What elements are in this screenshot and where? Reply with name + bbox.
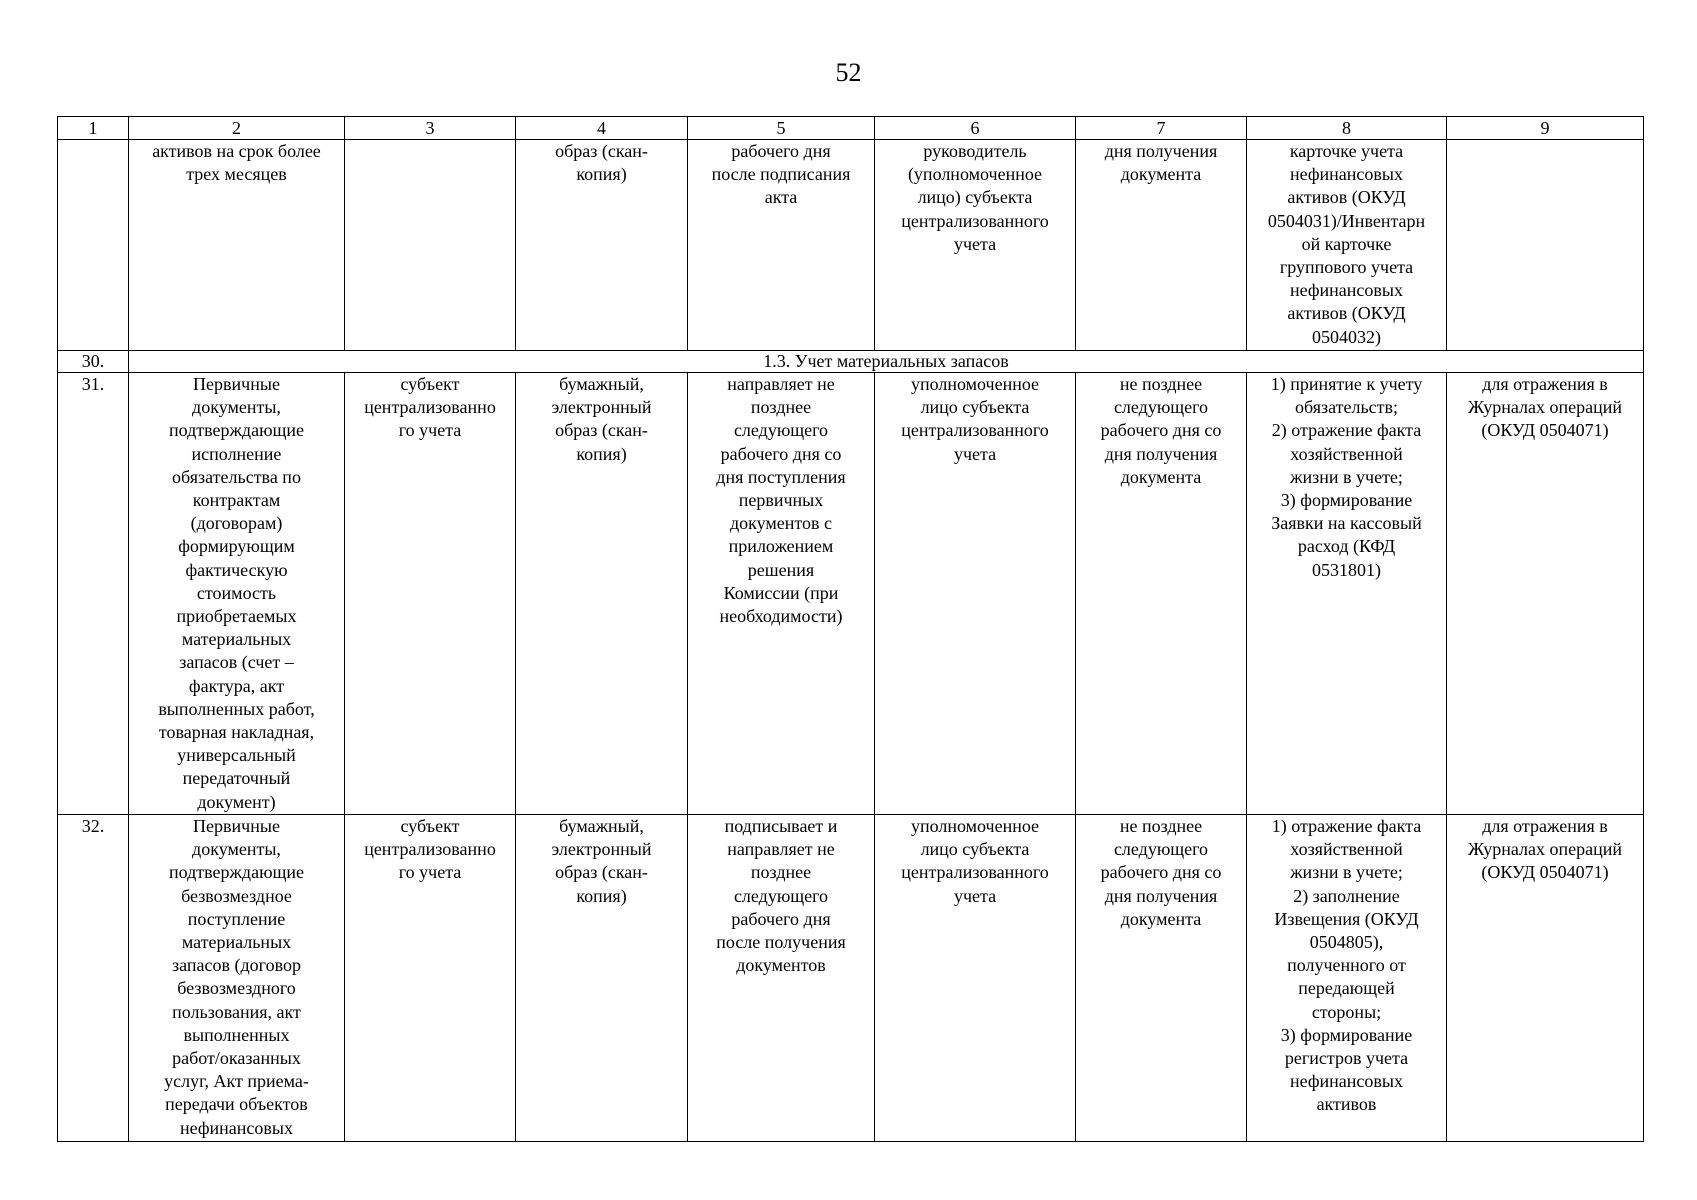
cell-text-line: ой карточке xyxy=(1301,233,1392,254)
cell-text-line: копия) xyxy=(576,164,627,185)
cell-text-line: 31. xyxy=(81,374,105,394)
table-cell xyxy=(129,140,345,351)
cell-text-line: документы, xyxy=(192,839,281,860)
cell-text-line: Журналах операций xyxy=(1467,839,1622,860)
cell-text-line: контрактам xyxy=(192,490,281,511)
cell-text-line: Первичные xyxy=(193,816,280,836)
cell-text-line: документы, xyxy=(192,397,281,418)
cell-text-line: стороны; xyxy=(1311,1001,1382,1022)
cell-text-line: хозяйственной xyxy=(1290,839,1403,860)
cell-text-line: руководитель xyxy=(923,141,1027,161)
table-cell xyxy=(1447,815,1644,1142)
cell-text-line: 2) заполнение xyxy=(1293,885,1400,906)
cell-text-line: (ОКУД 0504071) xyxy=(1481,862,1609,883)
cell-text-line: услуг, Акт приема- xyxy=(164,1071,309,1092)
cell-text-line: централизованно xyxy=(364,839,496,860)
cell-text-line: подписывает и xyxy=(724,816,838,836)
cell-text-line: исполнение xyxy=(191,443,282,464)
table-cell xyxy=(345,815,516,1142)
cell-text-line: безвозмездное xyxy=(181,885,292,906)
row-number: 30. xyxy=(58,351,129,373)
cell-text-line: подтверждающие xyxy=(168,862,305,883)
cell-text-line: трех месяцев xyxy=(186,164,287,185)
cell-text-line: го учета xyxy=(398,862,462,883)
table-cell xyxy=(345,140,516,351)
table-body xyxy=(58,117,1644,1142)
cell-text-line: после подписания xyxy=(711,164,851,185)
row-number-cell xyxy=(58,815,129,1142)
cell-text-line: копия) xyxy=(576,885,627,906)
cell-text-line: подтверждающие xyxy=(168,420,305,441)
cell-text-line: Комиссии (при xyxy=(723,582,839,603)
cell-text-line: фактическую xyxy=(185,559,288,580)
column-number: 1 xyxy=(58,117,129,140)
cell-text-line: образ (скан- xyxy=(555,141,648,161)
cell-text-line: документа xyxy=(1120,908,1202,929)
cell-text-line: после получения xyxy=(716,932,846,953)
cell-text-line: фактура, акт xyxy=(188,675,285,696)
cell-text-line: Заявки на кассовый xyxy=(1271,513,1422,534)
cell-text-line: уполномоченное xyxy=(910,816,1040,836)
table-cell xyxy=(875,815,1076,1142)
table-cell xyxy=(345,373,516,815)
cell-text-line: нефинансовых xyxy=(1290,1071,1403,1092)
table-cell xyxy=(688,815,875,1142)
cell-text-line: лицо субъекта xyxy=(920,839,1030,860)
row-number-cell xyxy=(58,373,129,815)
cell-text-line: копия) xyxy=(576,443,627,464)
table-cell xyxy=(129,373,345,815)
table-cell xyxy=(1447,140,1644,351)
cell-text-line: 1) принятие к учету xyxy=(1270,374,1423,394)
table-cell xyxy=(688,140,875,351)
table-cell xyxy=(1447,373,1644,815)
cell-text-line: нефинансовых xyxy=(1290,280,1403,301)
cell-text-line: активов xyxy=(1316,1094,1377,1115)
table-cell xyxy=(1076,140,1247,351)
cell-text-line: первичных xyxy=(738,490,824,511)
cell-text-line: централизованного xyxy=(901,862,1049,883)
section-title: 1.3. Учет материальных запасов xyxy=(129,351,1644,373)
cell-text-line: учета xyxy=(953,443,997,464)
cell-text-line: следующего xyxy=(733,420,829,441)
row-number-cell xyxy=(58,140,129,351)
cell-text-line: передающей xyxy=(1298,978,1395,999)
table-row xyxy=(58,815,1644,1142)
column-number: 6 xyxy=(875,117,1076,140)
cell-text-line: передаточный xyxy=(182,768,291,789)
cell-text-line: 32. xyxy=(81,816,105,836)
cell-text-line: рабочего дня xyxy=(731,141,831,161)
table-cell xyxy=(1247,373,1447,815)
cell-text-line: товарная накладная, xyxy=(158,722,315,743)
cell-text-line: уполномоченное xyxy=(910,374,1040,394)
cell-text-line: активов (ОКУД xyxy=(1287,187,1406,208)
cell-text-line: хозяйственной xyxy=(1290,443,1403,464)
cell-text-line: полученного от xyxy=(1287,955,1406,976)
column-number: 5 xyxy=(688,117,875,140)
cell-text-line: следующего xyxy=(1113,397,1209,418)
cell-text-line: документа xyxy=(1120,164,1202,185)
cell-text-line: для отражения в xyxy=(1482,374,1608,394)
cell-text-line: лицо субъекта xyxy=(920,397,1030,418)
table-cell xyxy=(688,373,875,815)
cell-text-line: документов xyxy=(736,955,826,976)
cell-text-line: запасов (договор xyxy=(172,955,301,976)
table-cell xyxy=(516,373,688,815)
cell-text-line: пользования, акт xyxy=(172,1001,301,1022)
cell-text-line: документов с xyxy=(729,513,833,534)
cell-text-line: документа xyxy=(1120,466,1202,487)
cell-text-line: субъект xyxy=(400,816,460,836)
cell-text-line: следующего xyxy=(733,885,829,906)
page-number: 52 xyxy=(835,58,862,87)
table-row xyxy=(58,373,1644,815)
cell-text-line: выполненных работ, xyxy=(158,698,315,719)
table-cell xyxy=(875,140,1076,351)
cell-text-line: универсальный xyxy=(177,745,296,766)
cell-text-line: го учета xyxy=(398,420,462,441)
cell-text-line: 2) отражение факта xyxy=(1271,420,1422,441)
cell-text-line: нефинансовых xyxy=(180,1117,293,1138)
cell-text-line: учета xyxy=(953,233,997,254)
cell-text-line: формирующим xyxy=(178,536,295,557)
cell-text-line: (договорам) xyxy=(190,513,283,534)
cell-text-line: направляет не xyxy=(727,839,835,860)
cell-text-line: обязательств; xyxy=(1294,397,1399,418)
cell-text-line: документ) xyxy=(197,791,276,812)
document-table xyxy=(57,116,1644,1142)
column-number: 4 xyxy=(516,117,688,140)
cell-text-line: субъект xyxy=(400,374,460,394)
cell-text-line: группового учета xyxy=(1279,257,1414,278)
cell-text-line: жизни в учете; xyxy=(1290,862,1403,883)
column-number: 8 xyxy=(1247,117,1447,140)
cell-text-line: рабочего дня xyxy=(731,908,831,929)
table-cell xyxy=(1247,815,1447,1142)
cell-text-line: жизни в учете; xyxy=(1290,466,1403,487)
table-cell xyxy=(1076,373,1247,815)
cell-text-line: приложением xyxy=(728,536,834,557)
cell-text-line: направляет не xyxy=(727,374,835,394)
cell-text-line: акта xyxy=(764,187,798,208)
table-cell xyxy=(129,815,345,1142)
cell-text-line: (ОКУД 0504071) xyxy=(1481,420,1609,441)
cell-text-line: дня получения xyxy=(1104,443,1218,464)
cell-text-line: 1) отражение факта xyxy=(1271,816,1422,836)
cell-text-line: выполненных xyxy=(183,1024,290,1045)
cell-text-line: централизованного xyxy=(901,210,1049,231)
cell-text-line: 0531801) xyxy=(1312,559,1381,580)
cell-text-line: электронный xyxy=(551,397,652,418)
cell-text-line: образ (скан- xyxy=(555,862,648,883)
cell-text-line: образ (скан- xyxy=(555,420,648,441)
table-cell xyxy=(516,815,688,1142)
cell-text-line: активов на срок более xyxy=(152,141,321,161)
cell-text-line: 0504805), xyxy=(1309,932,1384,953)
table-cell xyxy=(875,373,1076,815)
table-cell xyxy=(1076,815,1247,1142)
cell-text-line: материальных xyxy=(181,932,292,953)
cell-text-line: карточке учета xyxy=(1289,141,1404,161)
cell-text-line: следующего xyxy=(1113,839,1209,860)
column-number: 9 xyxy=(1447,117,1644,140)
cell-text-line: не позднее xyxy=(1119,816,1203,836)
cell-text-line: учета xyxy=(953,885,997,906)
cell-text-line: дня поступления xyxy=(716,466,846,487)
cell-text-line: материальных xyxy=(181,629,292,650)
cell-text-line: централизованного xyxy=(901,420,1049,441)
cell-text-line: приобретаемых xyxy=(176,606,297,627)
cell-text-line: расход (КФД xyxy=(1297,536,1396,557)
cell-text-line: для отражения в xyxy=(1482,816,1608,836)
cell-text-line: обязательства по xyxy=(172,466,301,487)
column-number: 7 xyxy=(1076,117,1247,140)
cell-text-line: решения xyxy=(747,559,815,580)
cell-text-line: не позднее xyxy=(1119,374,1203,394)
cell-text-line: нефинансовых xyxy=(1290,164,1403,185)
cell-text-line: необходимости) xyxy=(719,606,843,627)
cell-text-line: Журналах операций xyxy=(1467,397,1622,418)
cell-text-line: бумажный, xyxy=(559,374,644,394)
cell-text-line: рабочего дня со xyxy=(1100,862,1222,883)
cell-text-line: 3) формирование xyxy=(1280,1024,1413,1045)
cell-text-line: позднее xyxy=(750,397,812,418)
table-cell xyxy=(1247,140,1447,351)
cell-text-line: дня получения xyxy=(1104,141,1218,161)
cell-text-line: запасов (счет – xyxy=(179,652,294,673)
cell-text-line: стоимость xyxy=(196,582,277,603)
cell-text-line: 0504032) xyxy=(1312,326,1381,347)
cell-text-line: лицо) субъекта xyxy=(917,187,1033,208)
cell-text-line: 3) формирование xyxy=(1280,490,1413,511)
cell-text-line: рабочего дня со xyxy=(720,443,842,464)
cell-text-line: безвозмездного xyxy=(177,978,296,999)
cell-text-line: работ/оказанных xyxy=(172,1048,301,1069)
cell-text-line: дня получения xyxy=(1104,885,1218,906)
table-row xyxy=(58,140,1644,351)
cell-text-line: передачи объектов xyxy=(165,1094,308,1115)
column-number: 2 xyxy=(129,117,345,140)
table-row xyxy=(58,351,1644,373)
cell-text-line: поступление xyxy=(187,908,286,929)
cell-text-line: регистров учета xyxy=(1284,1048,1409,1069)
cell-text-line: электронный xyxy=(551,839,652,860)
cell-text-line: (уполномоченное xyxy=(907,164,1043,185)
cell-text-line: Извещения (ОКУД xyxy=(1274,908,1419,929)
cell-text-line: Первичные xyxy=(193,374,280,394)
cell-text-line: активов (ОКУД xyxy=(1287,303,1406,324)
cell-text-line: 0504031)/Инвентарн xyxy=(1267,210,1426,231)
cell-text-line: позднее xyxy=(750,862,812,883)
cell-text-line: бумажный, xyxy=(559,816,644,836)
table-cell xyxy=(516,140,688,351)
column-number: 3 xyxy=(345,117,516,140)
column-number-row xyxy=(58,117,1644,140)
cell-text-line: централизованно xyxy=(364,397,496,418)
cell-text-line: рабочего дня со xyxy=(1100,420,1222,441)
